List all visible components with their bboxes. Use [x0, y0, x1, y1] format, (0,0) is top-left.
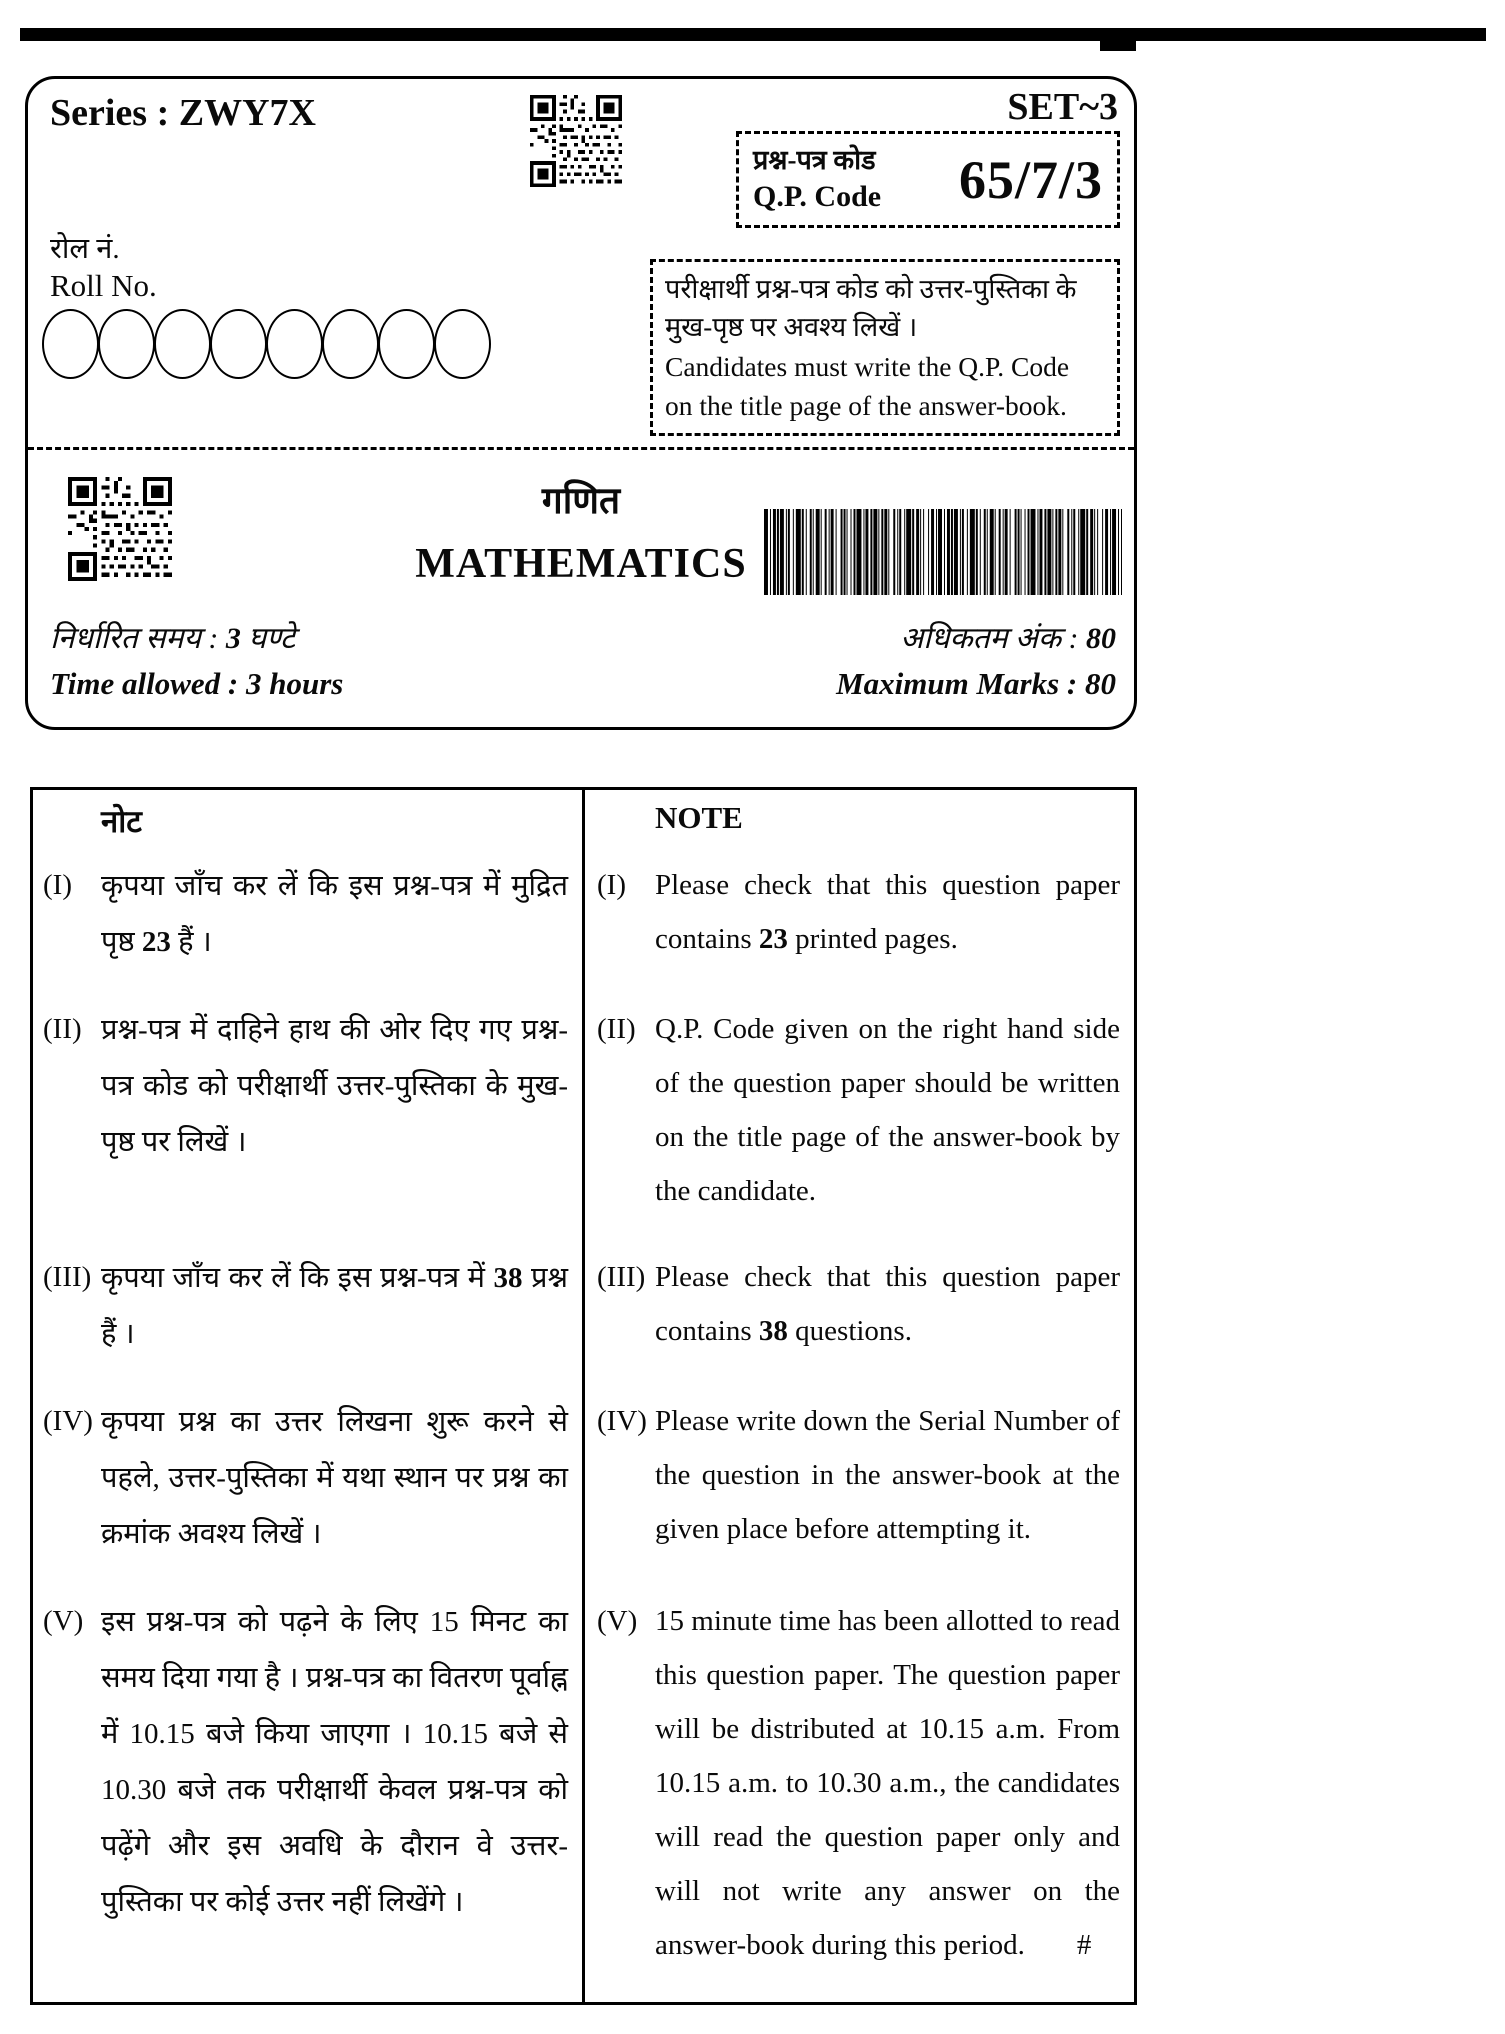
- subject-title-hindi: गणित: [541, 481, 621, 522]
- roll-no-label-hindi: रोल नं.: [50, 233, 120, 265]
- note-item-number: (I): [597, 869, 626, 901]
- roll-bubble[interactable]: [98, 309, 155, 379]
- top-rule: [20, 28, 1486, 41]
- roll-no-bubbles: [42, 309, 490, 379]
- note-item-number: (II): [43, 1013, 82, 1045]
- note-item: [33, 1250, 585, 1394]
- note-item-text-english: Q.P. Code given on the right hand side of the question paper should be written on the title page of the answer-book by the candidate.: [655, 1013, 1120, 1207]
- note-item: [585, 1250, 1134, 1394]
- candidate-note-hindi-line1: परीक्षार्थी प्रश्न-पत्र कोड को उत्तर-पुस्तिका के: [665, 274, 1077, 304]
- note-item: [33, 1394, 585, 1594]
- note-item-text-hindi: प्रश्न-पत्र में दाहिने हाथ की ओर दिए गए प्रश्न-पत्र कोड को परीक्षार्थी उत्तर-पुस्तिका के मुख-पृष्ठ पर लिखें ।: [101, 1014, 568, 1158]
- roll-bubble[interactable]: [266, 309, 323, 379]
- dashed-separator: [28, 447, 1134, 450]
- registration-mark: [1100, 41, 1136, 51]
- set-label: SET~3: [1007, 86, 1118, 128]
- time-marks-row-hindi: [50, 616, 1116, 657]
- time-allowed-hindi: निर्धारित समय : 3 घण्टे: [50, 622, 296, 655]
- candidate-instruction-box: [650, 259, 1120, 436]
- note-item: [585, 1394, 1134, 1594]
- header-box: [25, 76, 1137, 730]
- note-item-text-english: Please check that this question paper contains 23 printed pages.: [655, 869, 1120, 955]
- page-end-mark: #: [1076, 1929, 1092, 1961]
- roll-bubble[interactable]: [434, 309, 491, 379]
- roll-bubble[interactable]: [42, 309, 99, 379]
- roll-bubble[interactable]: [154, 309, 211, 379]
- qp-code-label-hindi: प्रश्न-पत्र कोड: [753, 145, 876, 175]
- time-marks-row-english: [50, 666, 1116, 702]
- note-item-text-english: 15 minute time has been allotted to read this question paper. The question paper will be distributed at 10.15 a.m. From 10.15 a.m. to 10.30 a.m., the candidates will read the question paper only and will not write any answer on the answer-book during this period. #: [655, 1594, 1120, 1972]
- note-item-number: (V): [43, 1605, 84, 1637]
- candidate-note-hindi-line2: मुख-पृष्ठ पर अवश्य लिखें ।: [665, 312, 918, 343]
- note-item-text-hindi: इस प्रश्न-पत्र को पढ़ने के लिए 15 मिनट का समय दिया गया है । प्रश्न-पत्र का वितरण पूर्वाह्न में 10.15 बजे किया जाएगा । 10.15 बजे से 10.30 बजे तक परीक्षार्थी केवल प्रश्न-पत्र को पढ़ेंगे और इस अवधि के दौरान वे उत्तर-पुस्तिका पर कोई उत्तर नहीं लिखेंगे ।: [101, 1606, 568, 1918]
- note-item-number: (I): [43, 869, 72, 901]
- note-item: [33, 1594, 585, 2002]
- roll-bubble[interactable]: [322, 309, 379, 379]
- note-item-number: (IV): [597, 1405, 647, 1437]
- qp-code-value: 65/7/3: [958, 149, 1103, 210]
- notes-heading-hindi: नोट: [33, 790, 585, 858]
- note-item-text-english: Please write down the Serial Number of the question in the answer-book at the given place before attempting it.: [655, 1405, 1120, 1545]
- note-item: [585, 1002, 1134, 1250]
- note-item-number: (IV): [43, 1405, 93, 1437]
- note-item-number: (III): [597, 1261, 646, 1293]
- note-item: [585, 858, 1134, 1002]
- note-item-text-english: Please check that this question paper contains 38 questions.: [655, 1261, 1120, 1347]
- qr-code-icon: [530, 95, 622, 187]
- note-item-number: (III): [43, 1261, 92, 1293]
- qp-code-box: [736, 131, 1120, 228]
- note-item-number: (II): [597, 1013, 636, 1045]
- barcode-icon: [764, 509, 1122, 595]
- max-marks-english: Maximum Marks : 80: [836, 666, 1116, 701]
- roll-no-labels: [50, 231, 157, 306]
- note-item: [33, 1002, 585, 1250]
- candidate-note-english-line2: on the title page of the answer-book.: [665, 389, 1067, 421]
- time-allowed-english: Time allowed : 3 hours: [50, 666, 344, 701]
- roll-bubble[interactable]: [210, 309, 267, 379]
- roll-no-label-english: Roll No.: [50, 268, 157, 304]
- roll-bubble[interactable]: [378, 309, 435, 379]
- note-item-text-hindi: कृपया जाँच कर लें कि इस प्रश्न-पत्र में मुद्रित पृष्ठ 23 हैं ।: [101, 870, 568, 958]
- note-item: [585, 1594, 1134, 2002]
- max-marks-hindi: अधिकतम अंक : 80: [900, 622, 1116, 655]
- subject-title-english: MATHEMATICS: [415, 541, 747, 587]
- note-item-number: (V): [597, 1605, 638, 1637]
- general-instructions-table: [30, 787, 1137, 2005]
- notes-heading-english: NOTE: [655, 800, 743, 835]
- series-label: Series : ZWY7X: [50, 92, 316, 134]
- qp-code-label-english: Q.P. Code: [753, 179, 882, 213]
- candidate-note-english-line1: Candidates must write the Q.P. Code: [665, 350, 1070, 382]
- note-item: [33, 858, 585, 1002]
- note-item-text-hindi: कृपया जाँच कर लें कि इस प्रश्न-पत्र में 38 प्रश्न हैं ।: [101, 1262, 568, 1350]
- note-item-text-hindi: कृपया प्रश्न का उत्तर लिखना शुरू करने से पहले, उत्तर-पुस्तिका में यथा स्थान पर प्रश्न का क्रमांक अवश्य लिखें ।: [101, 1406, 568, 1550]
